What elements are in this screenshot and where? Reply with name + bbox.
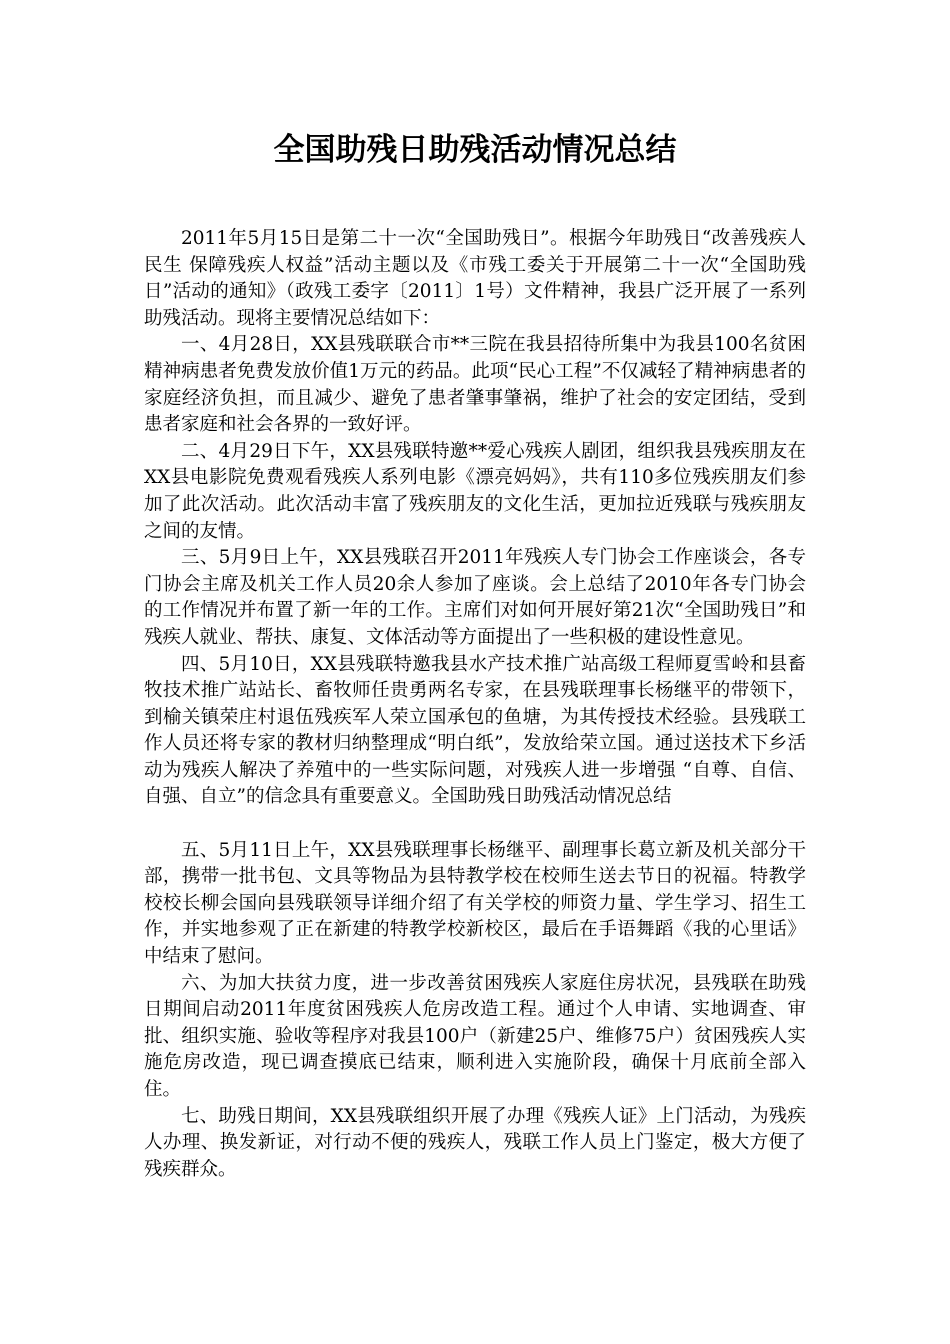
paragraph-item-5: 五、5月11日上午，XX县残联理事长杨继平、副理事长葛立新及机关部分干部，携带一批书包、文具等物品为县特教学校在校师生送去节日的祝福。特教学校校长柳会国向县残联领导详细介绍了有关学校的师资力量、学生学习、招生工作，并实地参观了正在新建的特教学校新校区，最后在手语舞蹈《我的心里话》中结束了慰问。 (144, 839, 806, 968)
paragraph-item-1: 一、4月28日，XX县残联联合市**三院在我县招待所集中为我县100名贫困精神病患者免费发放价值1万元的药品。此项“民心工程”不仅减轻了精神病患者的家庭经济负担，而且减少、避免了患者肇事肇祸，维护了社会的安定团结，受到患者家庭和社会各界的一致好评。 (144, 334, 806, 436)
paragraph-intro: 2011年5月15日是第二十一次“全国助残日”。根据今年助残日“改善残疾人民生 保障残疾人权益”活动主题以及《市残工委关于开展第二十一次“全国助残日”活动的通知》（政残工委字〔2011〕1号）文件精神，我县广泛开展了一系列助残活动。现将主要情况总结如下： (144, 228, 806, 329)
paragraph-item-4: 四、5月10日，XX县残联特邀我县水产技术推广站高级工程师夏雪岭和县畜牧技术推广站站长、畜牧师任贵勇两名专家，在县残联理事长杨继平的带领下，到榆关镇荣庄村退伍残疾军人荣立国承包的鱼塘，为其传授技术经验。县残联工作人员还将专家的教材归纳整理成“明白纸”，发放给荣立国。通过送技术下乡活动为残疾人解决了养殖中的一些实际问题，对残疾人进一步增强 “自尊、自信、自强、自立”的信念具有重要意义。全国助残日助残活动情况总结 (144, 653, 806, 808)
paragraph-item-7: 七、助残日期间，XX县残联组织开展了办理《残疾人证》上门活动，为残疾人办理、换发新证，对行动不便的残疾人，残联工作人员上门鉴定，极大方便了残疾群众。 (144, 1105, 806, 1180)
document-title: 全国助残日助残活动情况总结 (273, 132, 677, 168)
paragraph-item-6: 六、为加大扶贫力度，进一步改善贫困残疾人家庭住房状况，县残联在助残日期间启动2011年度贫困残疾人危房改造工程。通过个人申请、实地调查、审批、组织实施、验收等程序对我县100户（新建25户、维修75户）贫困残疾人实施危房改造，现已调查摸底已结束，顺利进入实施阶段，确保十月底前全部入住。 (144, 972, 806, 1100)
document-body (144, 226, 806, 1183)
paragraph-item-2: 二、4月29日下午，XX县残联特邀**爱心残疾人剧团，组织我县残疾朋友在XX县电影院免费观看残疾人系列电影《漂亮妈妈》，共有110多位残疾朋友们参加了此次活动。此次活动丰富了残疾朋友的文化生活，更加拉近残联与残疾朋友之间的友情。 (144, 440, 806, 542)
paragraph-item-3: 三、5月9日上午，XX县残联召开2011年残疾人专门协会工作座谈会，各专门协会主席及机关工作人员20余人参加了座谈。会上总结了2010年各专门协会的工作情况并布置了新一年的工作。主席们对如何开展好第21次“全国助残日”和残疾人就业、帮扶、康复、文体活动等方面提出了一些积极的建设性意见。 (144, 547, 806, 648)
